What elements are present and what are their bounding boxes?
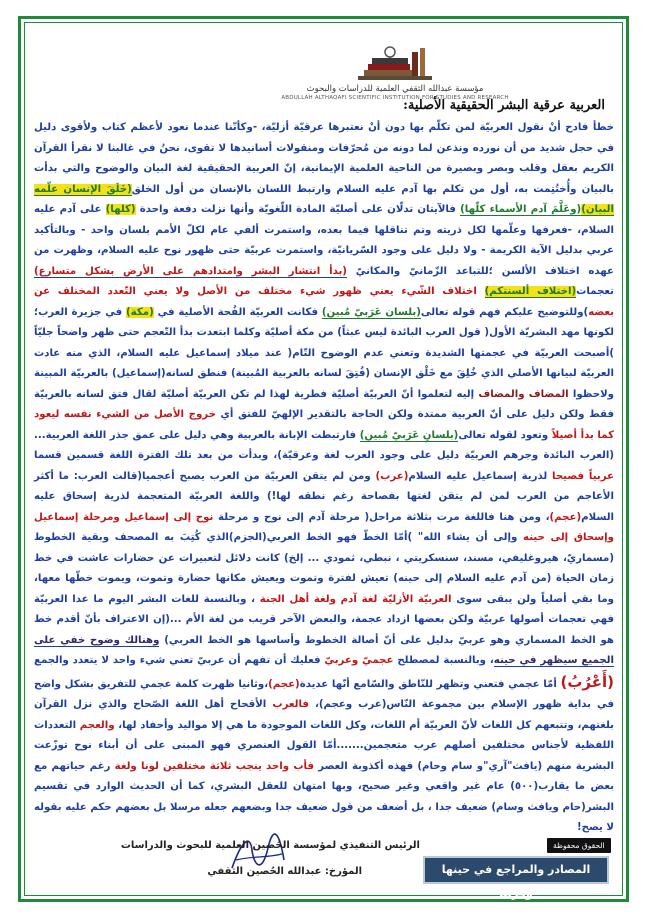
text-segment: عربياً فصيحا bbox=[552, 470, 614, 482]
text-segment: (اختلاف ألسنتكم) bbox=[484, 286, 577, 297]
text-segment: (عجم) bbox=[549, 511, 582, 523]
text-segment: ، وبالنسبة للغات البشر اليوم ما عدا العربيّة فهي تعجمات أصولها عربيّة ولكن بعضها ازداد عجمة، والبعض الآخر قريب من لغة الأم ...(إن الاعتراف بأنّ أقدم خط هو الخط المسماري وهو عربيّ بدليل على أنّ أصالة الخطوط وأساسها هو الخط العربي) bbox=[34, 593, 614, 646]
article-title: العربية عرقية البشر الحقيقية الأصلية: bbox=[403, 98, 605, 113]
text-segment: على آدم عليه السلام، -فعرفها وعلّمها لكل ذريته وتم تناقلها فيما بعده، واستمرت ألفي عام لكلّ الأمم بلسان واحد - وبالتأكيد عربي بدليل الآية الكريمة - ولا دليل على وجود السّريانيّة، واستمرت عربيّة حتى ظهور نوح عليه السلام، وظهرت من عهده اختلاف الألسن ؛للتباعد الزّمانيّ والمكانيّ bbox=[34, 204, 614, 277]
sources-references-button[interactable]: المصادر والمراجع في حينها وقريبا bbox=[423, 856, 609, 884]
text-segment: (بدأ انتشار البشر وامتدادهم على الأرض بشكل متسارع) bbox=[34, 265, 347, 277]
text-segment: (بلسان عَرَبيّ مُبين) bbox=[321, 306, 421, 318]
text-segment: الأقحاح أهل اللغة الصّحاح والذي نزل القرآن بلغتهم، وتتبعهم كل اللغات لأنّ العربيّة أم اللغات، وكل اللغات الموجودة ما هي إلا مواليد وأحفاد لها، bbox=[34, 699, 614, 731]
text-segment: عجميّ وعربيّ bbox=[324, 655, 394, 666]
text-segment: فارتبطت الإبانة بالعربية وهي دليل على عمق جذر اللغة العربية...(العرب البائدة وجرهم العربيّة دليل على وجود العرب لغة وعرقيّة)، وبدأت من بعد تلك الفترة اللغة قسمين قسما bbox=[34, 429, 614, 461]
text-segment: أمّا عجمي فتعني وتظهر للنّاطق والسّامع أنّها عديدة bbox=[299, 678, 561, 690]
text-segment: خروج الأصل من الشيء نفسه ليعود كما بدأ أصيلاً bbox=[34, 409, 614, 441]
text-segment: إليه لتعلموا أنّ العربيّة أصليّة فطرية لهذا لم تكن العربيّة أصليّة لقال فتق لسانه بالعربيّة فقط ولكن دليل على أنّ العربية ممتدة ولكن الحاجة بالتقدير الإلهيّ للفتق أي bbox=[34, 388, 614, 420]
text-segment: فعليك أن تفهم أن عربيّ تعني شيء واحد لا يتعدد والجمع bbox=[34, 655, 325, 666]
text-segment: التعددات اللفظية لأجناس مختلفين أصلهم عرب متعجمين.......أمّا القول العنصري فهو المبنى على أن أبناء نوح توزّعت البشرية منهم (يافث"آري"و سام وحام) فهذه أكذوبة العصر bbox=[34, 719, 614, 772]
article-body bbox=[34, 118, 615, 833]
institution-header bbox=[230, 40, 560, 102]
text-segment: )وللتوضيح عليكم فهم قوله تعالى bbox=[420, 306, 589, 318]
text-segment: (عجم) bbox=[268, 678, 300, 690]
text-segment: فكانت العربيّة الفُحة الأصلية في bbox=[153, 306, 322, 318]
text-segment: لذرية إسماعيل عليه السلام bbox=[408, 470, 553, 482]
text-segment: وإلى أن يشاء الله" )أمّا الخطّ فهو الخط العربي(الجزم)الذي كُتِبَ به المصحف وبقية الخطوط (مسماريّ، هيروغليفي، مسند، سنسكريتي ، نبطي، ثمودي ... إلخ) كانت دلائل لتعبيرات عن حضارات عاشت في خط زمان الحياة (من آدم عليه السلام إلى حينه) تعيش لفترة وتموت ويعيش مكانها حضارة وتموت، ويموت خطّها معها، وما بقي أصلياً ولن يبقى سوى bbox=[34, 532, 614, 605]
text-segment: (خَلَقَ الإنسان علّمه البيان) bbox=[34, 183, 614, 215]
text-segment: ، ومن هنا فاللغة مرت بثلاثة مراحل( مرحلة آدم إلى نوح و مرحلة bbox=[213, 511, 550, 523]
text-segment: فالآيتان تدلّان على أصليّة المادة اللّغويّة وأنها نزلت دفعة واحدة bbox=[135, 204, 461, 215]
institution-name-en: ABDULLAH ALTHAQAFI SCIENTIFIC INSTITUTION FOR STUDIES AND RESEARCH bbox=[281, 95, 509, 101]
text-segment: العربيّة الأزليّة لغة آدم ولغة أهل الجنة bbox=[259, 593, 452, 605]
rights-reserved-badge: الحقوق محفوظة bbox=[547, 838, 611, 853]
text-segment: خطأ فادح أنْ نقول العربيّة لمن تكلّم بها دون أنْ نعتبرها عرقيّة أزليّة، -وكأنّنا عندما نعود لأعظم كتاب ولأقوى دليل في حجل شديد من أن نورده ونذعن لما دونه من مُحرّفات ومنقولات أسانيدها لا تقوى، نحنُ في غالبنا لا نقرأ القرآن الكريم بعقل وقلب وبصر وبصيرة من الناحية العلمية الإيمانية، إنّ العربية الحقيقية لغة البيان والوضوح والتي بدأت بالبيان وأُختُتِمت به، أول من تكلم بها آدم عليه السلام وارتبط اللسان بالإنسان من أول الخلق bbox=[34, 122, 614, 195]
text-segment: نوح إلى إسماعيل ومرحلة إسماعيل وإسحاق إلى حينه bbox=[34, 511, 614, 543]
text-segment: في جزيرة العرب؛ لكونها مهد البشريّة الأول( قول العرب البائدة ليس عبثاً) من مكة أصليّة وكلما ابتعدت بدأ التّعجم حتى ظهر واضحاً جليّاً )أصبحت العربيّة في عجمتها الشديدة وتعني عدم الوضوح التّام( عند ميلاد إسماعيل عليه السلام، الذي منه عادت العربيّة لبيانها الأصلي الذي خُلِقَ مع خَلْق الإنسان (فُتِقَ لسانه بالعربية المُبينة) فنطق لسانه(إسماعيل) بالعربيّة المبينة ولاحظوا bbox=[34, 306, 614, 400]
text-segment: فالعرب bbox=[272, 699, 309, 710]
text-segment: ومن لم يتقن العربيّة من العرب يصبح أعجميا(قالت العرب: ما أكثر الأعاجم من العرب لمن لم يتقن لغتها بفصاحة رغم نطقه لها!) واللغة العربيّة المتعجمة لذرية إسحاق عليه السلام bbox=[34, 470, 615, 523]
text-segment: (مكة) bbox=[126, 306, 154, 318]
historian-name: المؤرخ: عبدالله الحُصين الثقفي bbox=[207, 866, 362, 877]
text-segment: (بلسانٍ عَرَبيّ مُبين) bbox=[359, 429, 459, 441]
signature-block bbox=[110, 840, 420, 892]
text-segment: (أَعْرُبُ) bbox=[560, 672, 614, 691]
text-segment: وتعود لقوله تعالى bbox=[458, 429, 552, 441]
text-segment: المضاف والمضاف bbox=[478, 388, 569, 400]
text-segment: (عرب) bbox=[375, 470, 409, 482]
text-segment: وهنالك وضوح خفي على الجميع سيظهر في حينه bbox=[34, 634, 614, 666]
text-segment: ،وثانيا ظهرت كلمة عجمي للتفريق بشكل واضح في بداية ظهور الإسلام بين مجموعة النّاس(عرب وعجم)، bbox=[34, 678, 614, 710]
body-paragraph bbox=[34, 118, 614, 839]
text-segment: والعجم bbox=[79, 719, 115, 731]
text-segment: ، وبالنسبة لمصطلح bbox=[393, 655, 494, 666]
text-segment: (وعَلَّمَ آدم الأسماء كلّها) bbox=[460, 204, 582, 215]
text-segment: فأب واحد ينجب ثلاثة مختلفين لونا ولغة bbox=[114, 760, 315, 772]
executive-title: الرئيس التنفيذي لمؤسسة الحُصين العلمية للبحوث والدراسات bbox=[120, 840, 420, 851]
text-segment: (كلها) bbox=[105, 204, 136, 215]
institution-name-ar: مؤسسة عبدالله الثقفي العلمية للدراسات والبحوث bbox=[306, 84, 484, 94]
text-segment: تعجمات bbox=[576, 286, 614, 297]
text-segment: اختلاف الشّيء يعني ظهور شيء مختلف من الأصل ولا يعني التّعدد المختلف عن بعضه bbox=[34, 286, 614, 318]
books-logo-icon bbox=[350, 40, 440, 84]
text-segment: رغم حياتهم مع بعض ما يقارب(٥٠٠) عام غير واقعي وغير صحيح، وبها امتهان للعقل البشري، كما أن الحديث الوارد في تقسيم البشر(حام ويافث وسام) ضعيف جدا ، بل أضعف من قول ضعيف جدا وبضعهم جعله مرسلا بل بعضهم حكم عليه بقوله لا يصح! bbox=[34, 760, 614, 833]
